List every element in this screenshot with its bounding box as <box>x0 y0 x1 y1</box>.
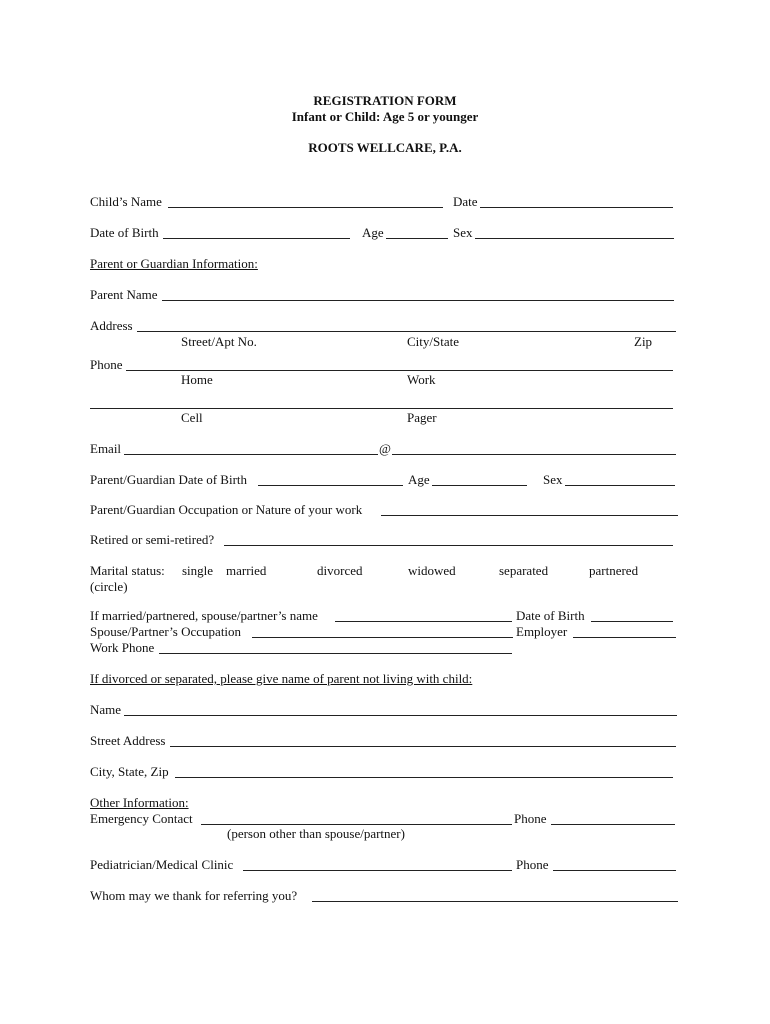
retired-field[interactable] <box>224 545 673 546</box>
marital-option-separated[interactable]: separated <box>499 563 549 578</box>
emergency-contact-note: (person other than spouse/partner) <box>227 826 405 841</box>
spouse-employer-field[interactable] <box>573 637 676 638</box>
spouse-work-phone-label: Work Phone <box>90 640 155 655</box>
parent-age-label: Age <box>408 472 430 487</box>
street-caption: Street/Apt No. <box>181 334 257 349</box>
form-title: REGISTRATION FORM <box>313 93 457 108</box>
organization-name: ROOTS WELLCARE, P.A. <box>308 140 462 155</box>
city-caption: City/State <box>407 334 459 349</box>
child-name-label: Child’s Name <box>90 194 162 209</box>
pager-caption: Pager <box>407 410 437 425</box>
marital-option-widowed[interactable]: widowed <box>408 563 456 578</box>
date-field[interactable] <box>480 207 673 208</box>
email-label: Email <box>90 441 122 456</box>
pediatrician-label: Pediatrician/Medical Clinic <box>90 857 234 872</box>
other-info-heading: Other Information: <box>90 795 189 810</box>
email-at-sign: @ <box>379 441 391 456</box>
parent-dob-label: Parent/Guardian Date of Birth <box>90 472 248 487</box>
referral-label: Whom may we thank for referring you? <box>90 888 298 903</box>
marital-option-single[interactable]: single <box>182 563 214 578</box>
cell-caption: Cell <box>181 410 203 425</box>
spouse-dob-label: Date of Birth <box>516 608 585 623</box>
occupation-label: Parent/Guardian Occupation or Nature of your work <box>90 502 363 517</box>
other-parent-city-field[interactable] <box>175 777 673 778</box>
home-caption: Home <box>181 372 213 387</box>
phone-label: Phone <box>90 357 123 372</box>
parent-dob-field[interactable] <box>258 485 403 486</box>
address-field[interactable] <box>137 331 676 332</box>
other-parent-city-label: City, State, Zip <box>90 764 169 779</box>
child-dob-label: Date of Birth <box>90 225 159 240</box>
child-sex-label: Sex <box>453 225 473 240</box>
emergency-phone-label: Phone <box>514 811 547 826</box>
emergency-phone-field[interactable] <box>551 824 675 825</box>
retired-label: Retired or semi-retired? <box>90 532 215 547</box>
other-parent-street-label: Street Address <box>90 733 166 748</box>
other-parent-name-field[interactable] <box>124 715 677 716</box>
other-parent-street-field[interactable] <box>170 746 676 747</box>
parent-name-field[interactable] <box>162 300 674 301</box>
marital-status-label: Marital status: <box>90 563 165 578</box>
parent-sex-label: Sex <box>543 472 563 487</box>
date-label: Date <box>453 194 478 209</box>
child-sex-field[interactable] <box>475 238 674 239</box>
emergency-contact-field[interactable] <box>201 824 512 825</box>
parent-sex-field[interactable] <box>565 485 675 486</box>
spouse-occupation-label: Spouse/Partner’s Occupation <box>90 624 242 639</box>
child-age-label: Age <box>362 225 384 240</box>
spouse-occupation-field[interactable] <box>252 637 513 638</box>
parent-name-label: Parent Name <box>90 287 158 302</box>
spouse-work-phone-field[interactable] <box>159 653 512 654</box>
spouse-name-field[interactable] <box>335 621 512 622</box>
child-age-field[interactable] <box>386 238 448 239</box>
other-parent-name-label: Name <box>90 702 122 717</box>
email-domain-field[interactable] <box>392 454 676 455</box>
parent-section-heading: Parent or Guardian Information: <box>90 256 258 271</box>
child-dob-field[interactable] <box>163 238 350 239</box>
child-name-field[interactable] <box>168 207 443 208</box>
work-caption: Work <box>407 372 436 387</box>
emergency-contact-label: Emergency Contact <box>90 811 193 826</box>
cell-pager-field[interactable] <box>90 408 673 409</box>
other-parent-heading: If divorced or separated, please give name of parent not living with child: <box>90 671 473 686</box>
marital-option-married[interactable]: married <box>226 563 267 578</box>
phone-field[interactable] <box>126 370 673 371</box>
parent-age-field[interactable] <box>432 485 527 486</box>
spouse-employer-label: Employer <box>516 624 568 639</box>
pediatrician-phone-label: Phone <box>516 857 549 872</box>
form-subtitle: Infant or Child: Age 5 or younger <box>291 109 479 124</box>
spouse-name-label: If married/partnered, spouse/partner’s name <box>90 608 318 623</box>
spouse-dob-field[interactable] <box>591 621 673 622</box>
email-user-field[interactable] <box>124 454 378 455</box>
marital-option-divorced[interactable]: divorced <box>317 563 363 578</box>
zip-caption: Zip <box>634 334 653 349</box>
occupation-field[interactable] <box>381 515 678 516</box>
pediatrician-field[interactable] <box>243 870 512 871</box>
address-label: Address <box>90 318 133 333</box>
marital-option-partnered[interactable]: partnered <box>589 563 639 578</box>
pediatrician-phone-field[interactable] <box>553 870 676 871</box>
marital-circle-note: (circle) <box>90 579 128 594</box>
referral-field[interactable] <box>312 901 678 902</box>
